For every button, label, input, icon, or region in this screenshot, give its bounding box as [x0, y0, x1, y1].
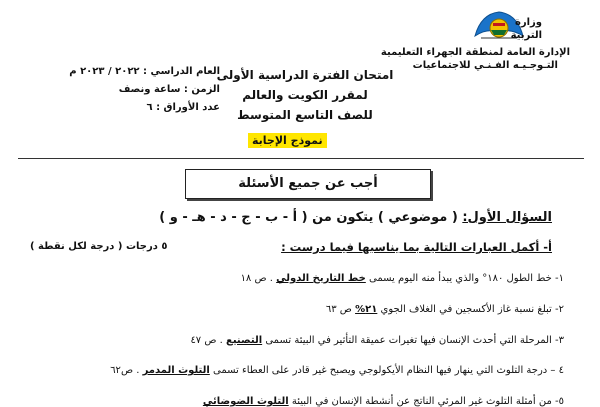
academic-year: العام الدراسي : ٢٠٢٢ / ٢٠٢٣ م [69, 66, 220, 77]
section-a-title: أ- أكمل العبارات التالية بما يناسبها فيما درست : [281, 240, 552, 254]
exam-time: الزمن : ساعة ونصف [118, 84, 220, 95]
item-text: ٤ – درجة التلوث التي ينهار فيها النظام الأيكولوجي ويصبح غير قادر على العطاء تسمى [213, 365, 564, 376]
header-divider [18, 158, 584, 159]
exam-title: امتحان الفترة الدراسية الأولى [216, 68, 394, 82]
item-text: ١- خط الطول ١٨٠° والذي يبدأ منه اليوم يسمى [369, 273, 564, 284]
instructions-box: أجب عن جميع الأسئلة [185, 169, 431, 199]
answer-model-badge: نموذج الإجابة [248, 133, 327, 148]
question-item [326, 304, 564, 315]
admin-label: الإدارة العامة لمنطقة الجهراء التعليمية [380, 47, 570, 58]
item-answer: التصنيع [226, 335, 263, 346]
grade-title: للصف التاسع المتوسط [237, 108, 373, 122]
item-page-ref: ص ٦٣ [325, 304, 352, 315]
section-a-grades: ٥ درجات ( درجة لكل نقطة ) [30, 241, 168, 252]
question-item [110, 365, 564, 376]
item-text: ٢- تبلغ نسبة غاز الأكسجين في الغلاف الجوي [380, 304, 564, 315]
item-page-ref: . ص ١٨ [240, 273, 273, 284]
guidance-label: التـوجـيـه الفـنـي للاجتماعيات [412, 60, 558, 71]
item-text: ٣- المرحلة التي أحدث الإنسان فيها تغيرات عميقة التأثير في البيئة تسمى [265, 335, 564, 346]
item-answer: خط التاريخ الدولي [276, 273, 366, 284]
item-answer: ٢١% [355, 304, 378, 315]
item-answer: التلوث المدمر [142, 365, 210, 376]
question-1-parts: ( أ - ب - ج - د - هـ - و ) [159, 210, 308, 225]
question-1-type: ( موضوعي ) يتكون من [312, 210, 458, 225]
ministry-label: وزارة [514, 17, 542, 28]
page-count: عدد الأوراق : ٦ [146, 102, 220, 113]
ministry-name: التربية [510, 30, 542, 41]
question-1-label: السؤال الأول: [462, 210, 552, 225]
question-item [203, 396, 564, 407]
question-1-title [159, 210, 552, 225]
item-page-ref: . ص ٤٧ [190, 335, 223, 346]
subject-title: لمقرر الكويت والعالم [242, 88, 368, 102]
item-page-ref: . ص٦٢ [110, 365, 140, 376]
item-text: ٥- من أمثلة التلوث غير المرئي الناتج عن أنشطة الإنسان في البيئة [291, 396, 564, 407]
question-item [241, 273, 564, 284]
question-item [190, 335, 564, 346]
item-answer: التلوث الضوضائي [202, 396, 289, 407]
